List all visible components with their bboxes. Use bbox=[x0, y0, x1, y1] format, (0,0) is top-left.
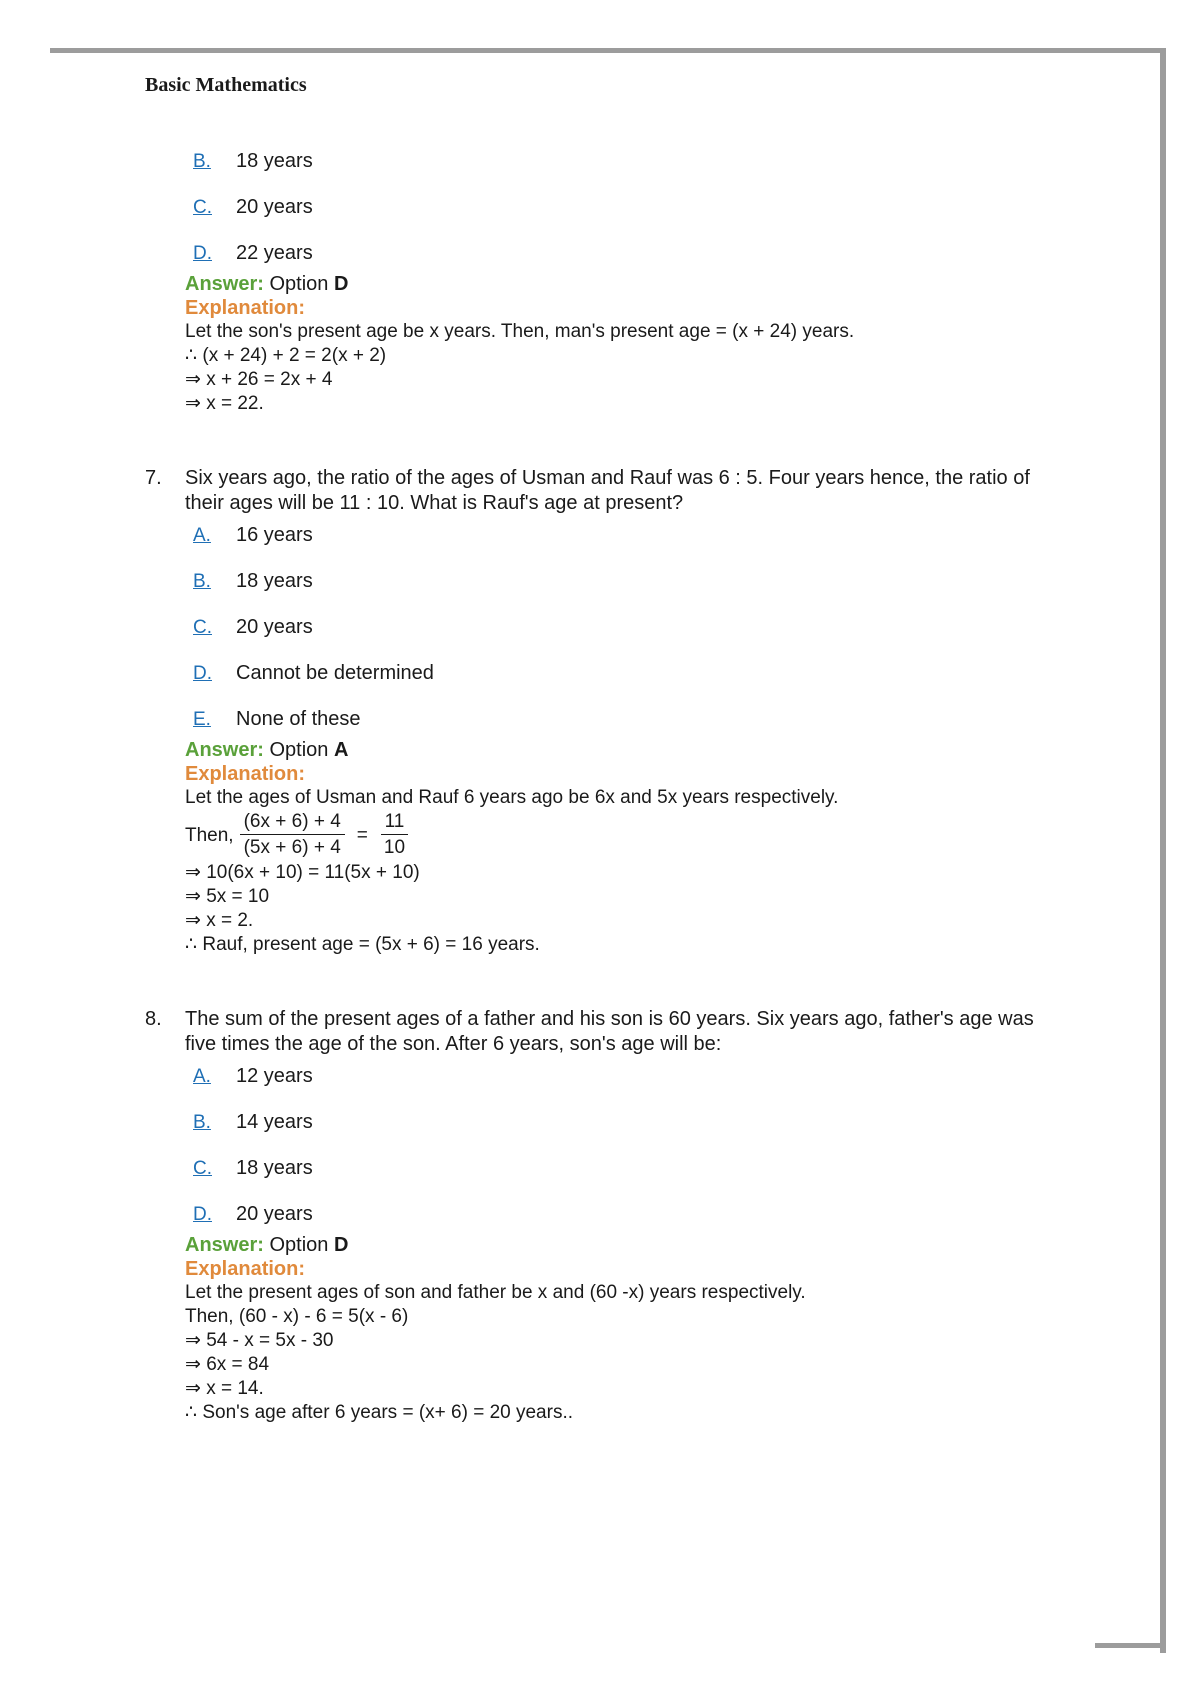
running-head: Basic Mathematics bbox=[145, 74, 307, 96]
option-letter[interactable]: D. bbox=[193, 1204, 212, 1225]
option-letter[interactable]: D. bbox=[193, 663, 212, 684]
option-a[interactable] bbox=[193, 524, 1045, 570]
option-text: Cannot be determined bbox=[236, 662, 434, 684]
option-text: 12 years bbox=[236, 1065, 313, 1087]
question-number: 7. bbox=[145, 467, 162, 489]
explanation-line: ⇒ x = 2. bbox=[185, 910, 254, 931]
q8-options bbox=[193, 1065, 1045, 1233]
option-letter[interactable]: C. bbox=[193, 197, 212, 218]
page-content bbox=[145, 150, 1045, 1425]
option-text: 20 years bbox=[236, 1203, 313, 1225]
option-d[interactable] bbox=[193, 1203, 1045, 1233]
option-letter[interactable]: B. bbox=[193, 571, 211, 592]
page-border-bottom bbox=[1095, 1643, 1165, 1648]
question-8 bbox=[145, 1007, 1045, 1057]
question-text: Six years ago, the ratio of the ages of Usman and Rauf was 6 : 5. Four years hence, the ratio of their ages will be 11 : 10. What is Rauf's age at present? bbox=[185, 467, 1030, 514]
fraction-denominator: (5x + 6) + 4 bbox=[243, 837, 341, 858]
explanation-line: Let the present ages of son and father be x and (60 -x) years respectively. bbox=[185, 1282, 806, 1303]
option-d[interactable] bbox=[193, 662, 1045, 708]
option-b[interactable] bbox=[193, 150, 1045, 196]
answer-line bbox=[185, 272, 1045, 296]
option-c[interactable] bbox=[193, 1157, 1045, 1203]
answer-label: Answer: bbox=[185, 1234, 264, 1256]
option-text: 16 years bbox=[236, 524, 313, 546]
option-c[interactable] bbox=[193, 196, 1045, 242]
option-text: 18 years bbox=[236, 570, 313, 592]
q6-options bbox=[193, 150, 1045, 272]
option-text: 14 years bbox=[236, 1111, 313, 1133]
option-c[interactable] bbox=[193, 616, 1045, 662]
answer-text: Option bbox=[269, 1234, 329, 1256]
explanation-line: Let the ages of Usman and Rauf 6 years ago be 6x and 5x years respectively. bbox=[185, 787, 839, 808]
option-letter[interactable]: D. bbox=[193, 243, 212, 264]
option-text: 20 years bbox=[236, 196, 313, 218]
option-letter[interactable]: B. bbox=[193, 151, 211, 172]
option-letter[interactable]: A. bbox=[193, 1066, 211, 1087]
explanation-label: Explanation: bbox=[185, 1258, 306, 1280]
option-letter[interactable]: B. bbox=[193, 1112, 211, 1133]
then-label: Then, bbox=[185, 824, 234, 846]
answer-label: Answer: bbox=[185, 273, 264, 295]
fraction-numerator: 11 bbox=[381, 810, 409, 835]
question-number: 8. bbox=[145, 1008, 162, 1030]
option-text: 22 years bbox=[236, 242, 313, 264]
option-text: None of these bbox=[236, 708, 361, 730]
answer-text: Option bbox=[269, 273, 329, 295]
option-d[interactable] bbox=[193, 242, 1045, 272]
option-e[interactable] bbox=[193, 708, 1045, 738]
option-letter[interactable]: C. bbox=[193, 617, 212, 638]
fraction-numerator: (6x + 6) + 4 bbox=[240, 810, 345, 835]
answer-value: D bbox=[333, 1234, 349, 1256]
explanation-line: ∴ Rauf, present age = (5x + 6) = 16 years. bbox=[185, 934, 540, 955]
fraction-equation bbox=[185, 810, 1045, 861]
option-b[interactable] bbox=[193, 570, 1045, 616]
q7-options bbox=[193, 524, 1045, 738]
fraction-right bbox=[380, 810, 409, 861]
answer-value: D bbox=[333, 273, 349, 295]
option-letter[interactable]: E. bbox=[193, 709, 211, 730]
answer-line bbox=[185, 738, 1045, 762]
equals-sign: = bbox=[356, 824, 368, 846]
explanation-line: ⇒ 54 - x = 5x - 30 bbox=[185, 1330, 334, 1351]
explanation-label: Explanation: bbox=[185, 297, 306, 319]
explanation-line: ⇒ x + 26 = 2x + 4 bbox=[185, 369, 333, 390]
question-text: The sum of the present ages of a father and his son is 60 years. Six years ago, father's age was five times the age of the son. After 6 years, son's age will be: bbox=[185, 1008, 1034, 1055]
option-text: 18 years bbox=[236, 150, 313, 172]
explanation-label: Explanation: bbox=[185, 763, 306, 785]
explanation-line: ⇒ 5x = 10 bbox=[185, 886, 270, 907]
option-letter[interactable]: C. bbox=[193, 1158, 212, 1179]
option-text: 18 years bbox=[236, 1157, 313, 1179]
option-text: 20 years bbox=[236, 616, 313, 638]
explanation-line: ⇒ 10(6x + 10) = 11(5x + 10) bbox=[185, 862, 420, 883]
question-7 bbox=[145, 466, 1045, 516]
option-a[interactable] bbox=[193, 1065, 1045, 1111]
explanation-line: ∴ (x + 24) + 2 = 2(x + 2) bbox=[185, 345, 387, 366]
fraction-left bbox=[240, 810, 345, 861]
option-b[interactable] bbox=[193, 1111, 1045, 1157]
explanation-line: ∴ Son's age after 6 years = (x+ 6) = 20 years.. bbox=[185, 1402, 573, 1423]
explanation-line: ⇒ x = 22. bbox=[185, 393, 264, 414]
answer-text: Option bbox=[269, 739, 329, 761]
answer-label: Answer: bbox=[185, 739, 264, 761]
explanation-line: ⇒ x = 14. bbox=[185, 1378, 264, 1399]
answer-value: A bbox=[333, 739, 349, 761]
explanation-line: Then, (60 - x) - 6 = 5(x - 6) bbox=[185, 1306, 409, 1327]
explanation-line: ⇒ 6x = 84 bbox=[185, 1354, 270, 1375]
fraction-denominator: 10 bbox=[383, 837, 406, 858]
answer-line bbox=[185, 1233, 1045, 1257]
option-letter[interactable]: A. bbox=[193, 525, 211, 546]
explanation-line: Let the son's present age be x years. Then, man's present age = (x + 24) years. bbox=[185, 321, 855, 342]
